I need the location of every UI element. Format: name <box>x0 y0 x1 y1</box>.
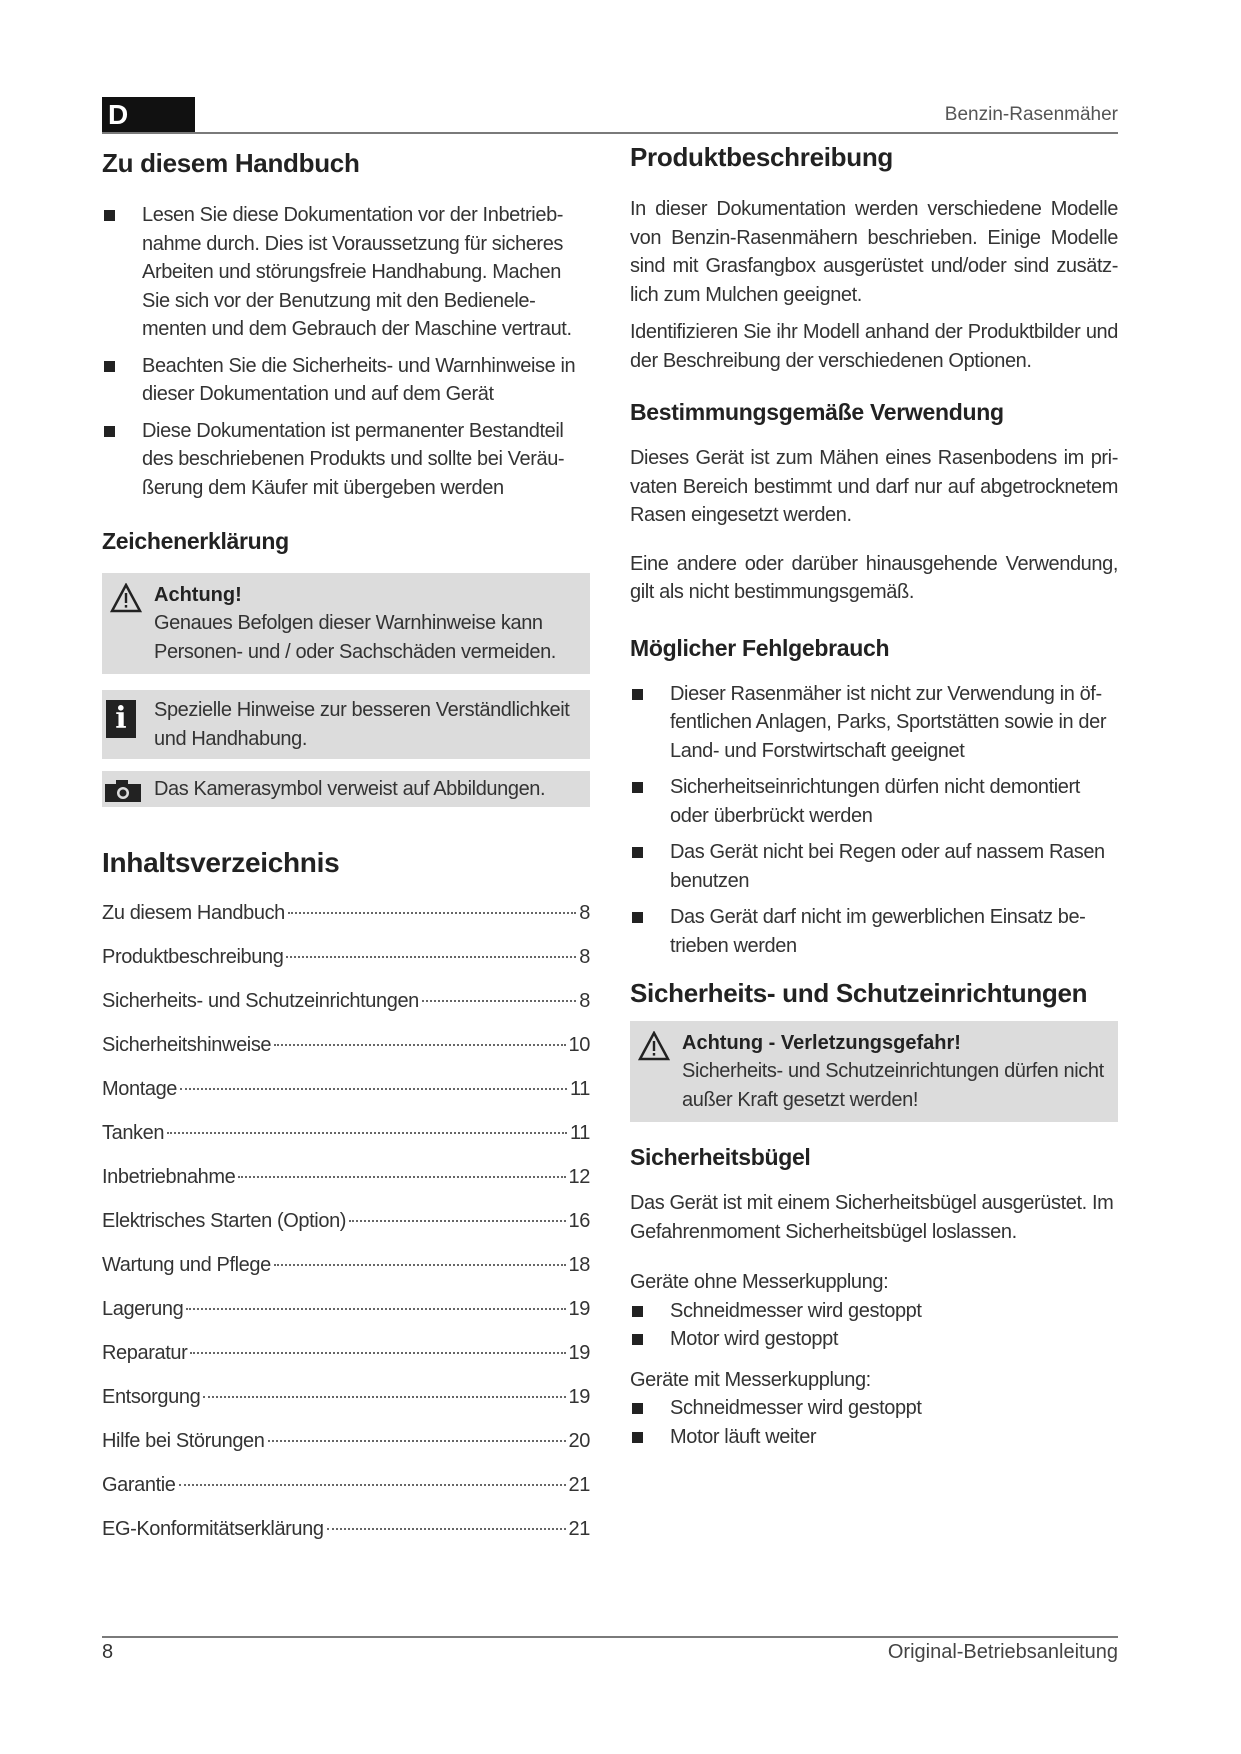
intended-use-paragraph: Eine andere oder darüber hinausgehende Verwendung, gilt als nicht bestimmungsgemäß. <box>630 552 1118 603</box>
with-clutch-label: Geräte mit Messerkupplung: <box>630 1368 871 1391</box>
list-item: Schneidmesser wird gestoppt <box>630 1394 1118 1423</box>
page-number: 8 <box>102 1641 114 1663</box>
toc-entry[interactable]: Lagerung 19 <box>102 1298 590 1320</box>
product-paragraph: Identifizieren Sie ihr Modell anhand der Produktbilder und der Beschreibung der verschiedenen Optionen. <box>630 321 1118 372</box>
toc-entry[interactable]: Garantie 21 <box>102 1474 590 1496</box>
misuse-list <box>630 680 1118 961</box>
header-divider <box>102 132 1118 134</box>
toc-entry[interactable]: Sicherheits- und Schutzeinrichtungen 8 <box>102 990 590 1012</box>
safety-bail-heading: Sicherheitsbügel <box>630 1144 811 1170</box>
toc-entry[interactable]: Sicherheitshinweise 10 <box>102 1034 590 1056</box>
document-title: Benzin-Rasenmäher <box>944 104 1118 125</box>
toc-entry[interactable]: Tanken 11 <box>102 1122 590 1144</box>
info-box <box>102 690 590 759</box>
misuse-heading: Möglicher Fehlgebrauch <box>630 634 890 661</box>
about-list <box>102 201 590 502</box>
info-icon: i <box>106 700 136 738</box>
square-bullet-icon <box>104 361 115 372</box>
square-bullet-icon <box>632 1403 643 1414</box>
toc-entry[interactable]: Inbetriebnahme 12 <box>102 1166 590 1188</box>
product-heading: Produktbeschreibung <box>630 142 893 172</box>
safety-warning-box <box>630 1021 1118 1122</box>
legend-heading: Zeichenerklärung <box>102 528 289 554</box>
language-badge <box>102 97 195 133</box>
list-item: Motor wird gestoppt <box>630 1325 1118 1354</box>
list-item: Dieser Rasenmäher ist nicht zur Verwendung in öf-fentlichen Anlagen, Parks, Sportstätten sowie in der Land- und Forstwirtschaft geeignet <box>630 680 1118 766</box>
toc-entry[interactable]: Montage 11 <box>102 1078 590 1100</box>
footer-divider <box>102 1636 1118 1638</box>
square-bullet-icon <box>632 782 643 793</box>
list-item: Das Gerät darf nicht im gewerblichen Einsatz be-trieben werden <box>630 903 1118 960</box>
camera-icon <box>104 779 142 803</box>
toc-entry[interactable]: Hilfe bei Störungen 20 <box>102 1430 590 1452</box>
square-bullet-icon <box>632 1432 643 1443</box>
square-bullet-icon <box>632 912 643 923</box>
camera-note-text: Das Kamerasymbol verweist auf Abbildungen. <box>154 778 546 800</box>
right-column <box>630 142 1118 1469</box>
intended-use-paragraph: Dieses Gerät ist zum Mähen eines Rasenbodens im pri-vaten Bereich bestimmt und darf nur auf abgetrocknetem Rasen eingesetzt werden. <box>630 447 1118 526</box>
with-clutch-list <box>630 1394 1118 1451</box>
list-item: Sicherheitseinrichtungen dürfen nicht demontiert oder überbrückt werden <box>630 773 1118 830</box>
warning-triangle-icon <box>110 583 142 613</box>
warning-title: Achtung! <box>154 584 242 606</box>
square-bullet-icon <box>632 689 643 700</box>
square-bullet-icon <box>632 1334 643 1345</box>
warning-text: Sicherheits- und Schutzeinrichtungen dürfen nicht außer Kraft gesetzt werden! <box>682 1060 1104 1111</box>
square-bullet-icon <box>104 426 115 437</box>
toc-entry[interactable]: Zu diesem Handbuch 8 <box>102 902 590 924</box>
language-badge-label: D <box>108 99 129 130</box>
product-paragraph: In dieser Dokumentation werden verschiedene Modelle von Benzin-Rasenmähern beschrieben. Einige Modelle sind mit Grasfangbox ausgerüstet und/oder sind zusätz-lich zum Mulchen geeignet. <box>630 198 1118 306</box>
warning-triangle-icon <box>638 1031 670 1061</box>
footer-doc-type: Original-Betriebsanleitung <box>887 1641 1118 1663</box>
info-text: Spezielle Hinweise zur besseren Verständlichkeit und Handhabung. <box>154 699 570 750</box>
toc-heading: Inhaltsverzeichnis <box>102 847 340 878</box>
toc-entry[interactable]: Entsorgung 19 <box>102 1386 590 1408</box>
square-bullet-icon <box>104 210 115 221</box>
list-item: Das Gerät nicht bei Regen oder auf nassem Rasen benutzen <box>630 838 1118 895</box>
safety-bail-paragraph: Das Gerät ist mit einem Sicherheitsbügel ausgerüstet. Im Gefahrenmoment Sicherheitsbügel loslassen. <box>630 1192 1114 1243</box>
list-item: Diese Dokumentation ist permanenter Bestandteil des beschriebenen Produkts und sollte bei Veräu-ßerung dem Käufer mit übergeben werden <box>102 417 590 503</box>
safety-heading: Sicherheits- und Schutzeinrichtungen <box>630 978 1088 1008</box>
toc-entry[interactable]: Reparatur 19 <box>102 1342 590 1364</box>
warning-text: Genaues Befolgen dieser Warnhinweise kann Personen- und / oder Sachschäden vermeiden. <box>154 612 556 663</box>
about-heading: Zu diesem Handbuch <box>102 148 360 178</box>
square-bullet-icon <box>632 847 643 858</box>
left-column <box>102 148 590 1559</box>
list-item: Lesen Sie diese Dokumentation vor der Inbetrieb-nahme durch. Dies ist Voraussetzung für sicheres Arbeiten und störungsfreie Handhabung. Machen Sie sich vor der Benutzung mit den Bedienele-menten und dem Gebrauch der Maschine vertraut. <box>102 201 590 344</box>
warning-box <box>102 573 590 674</box>
list-item: Motor läuft weiter <box>630 1423 1118 1452</box>
toc-entry[interactable]: Produktbeschreibung 8 <box>102 946 590 968</box>
camera-note-box <box>102 771 590 807</box>
without-clutch-label: Geräte ohne Messerkupplung: <box>630 1271 889 1293</box>
square-bullet-icon <box>632 1306 643 1317</box>
toc-entry[interactable]: Wartung und Pflege 18 <box>102 1254 590 1276</box>
list-item: Beachten Sie die Sicherheits- und Warnhinweise in dieser Dokumentation und auf dem Gerät <box>102 352 590 409</box>
warning-title: Achtung - Verletzungsgefahr! <box>682 1032 961 1054</box>
intended-use-heading: Bestimmungsgemäße Verwendung <box>630 399 1004 425</box>
table-of-contents <box>102 899 590 1559</box>
without-clutch-list <box>630 1297 1118 1354</box>
list-item: Schneidmesser wird gestoppt <box>630 1297 1118 1326</box>
toc-entry[interactable]: Elektrisches Starten (Option) 16 <box>102 1210 590 1232</box>
toc-entry[interactable]: EG-Konformitätserklärung 21 <box>102 1518 590 1540</box>
